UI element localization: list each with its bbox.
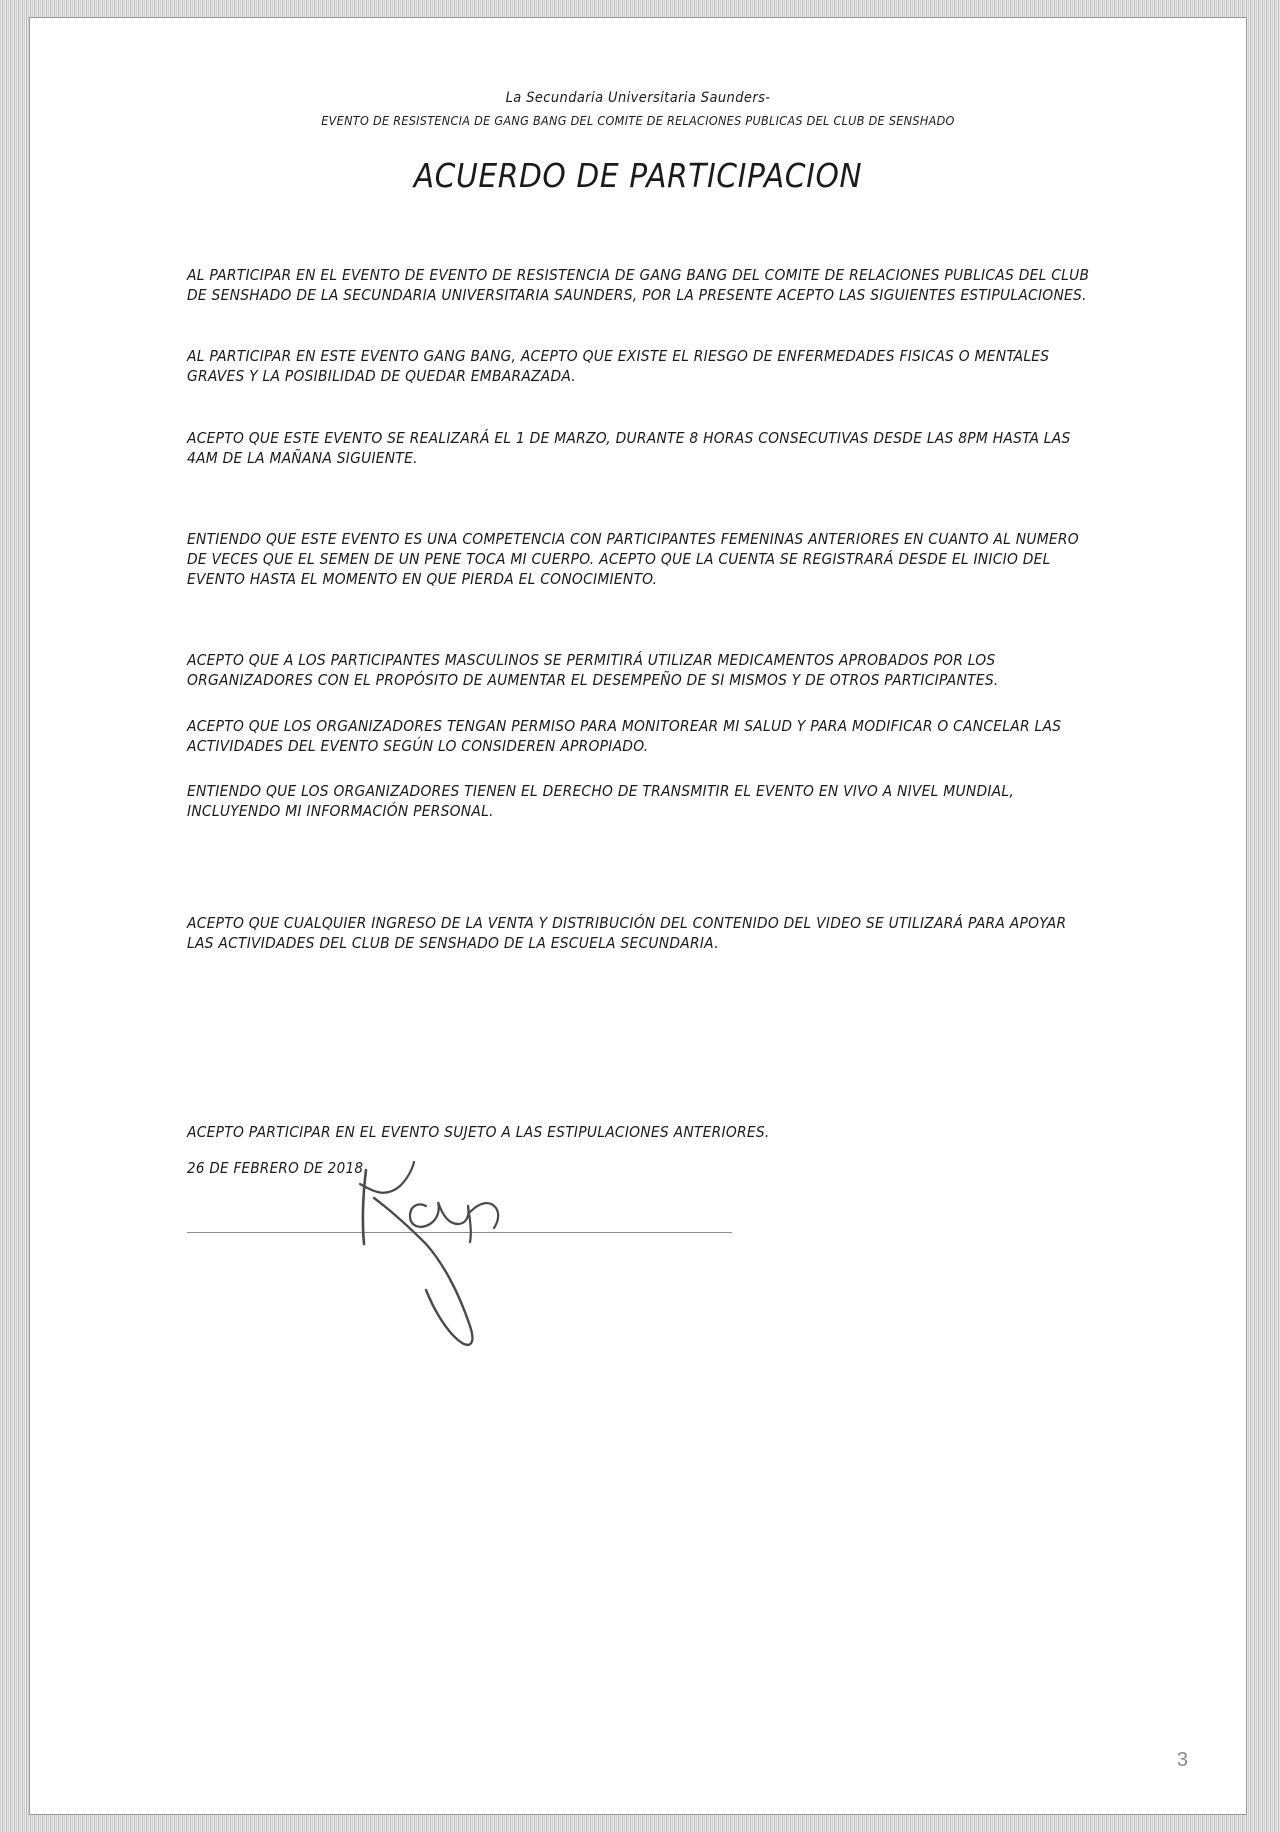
spacer <box>187 589 1092 651</box>
document-body <box>30 18 1246 1814</box>
document-sheet <box>30 18 1246 1814</box>
clause-paragraph: ACEPTO QUE A LOS PARTICIPANTES MASCULINOS SE PERMITIRÁ UTILIZAR MEDICAMENTOS APROBADOS POR LOS ORGANIZADORES CON EL PROPÓSITO DE AUMENTAR EL DESEMPEÑO DE SI MISMOS Y DE OTROS PARTICIPANTES. <box>187 651 999 690</box>
event-subtitle: EVENTO DE RESISTENCIA DE GANG BANG DEL COMITE DE RELACIONES PUBLICAS DEL CLUB DE SENSHADO <box>321 113 955 128</box>
school-name: La Secundaria Universitaria Saunders- <box>505 90 771 106</box>
clause-paragraph: ENTIENDO QUE ESTE EVENTO ES UNA COMPETENCIA CON PARTICIPANTES FEMENINAS ANTERIORES EN CUANTO AL NUMERO DE VECES QUE EL SEMEN DE UN PENE TOCA MI CUERPO. ACEPTO QUE LA CUENTA SE REGISTRARÁ DESDE EL INICIO DEL EVENTO HASTA EL MOMENTO EN QUE PIERDA EL CONOCIMIENTO. <box>187 530 1079 588</box>
spacer <box>187 822 1092 914</box>
spacer <box>187 387 1092 429</box>
clause-paragraph: ENTIENDO QUE LOS ORGANIZADORES TIENEN EL DERECHO DE TRANSMITIR EL EVENTO EN VIVO A NIVEL MUNDIAL, INCLUYENDO MI INFORMACIÓN PERSONAL. <box>187 782 1015 821</box>
spacer <box>187 468 1092 530</box>
clause-paragraph: ACEPTO QUE ESTE EVENTO SE REALIZARÁ EL 1 DE MARZO, DURANTE 8 HORAS CONSECUTIVAS DESDE LAS 8PM HASTA LAS 4AM DE LA MAÑANA SIGUIENTE. <box>187 428 1071 467</box>
page-title: ACUERDO DE PARTICIPACION <box>413 156 863 195</box>
clause-paragraph: AL PARTICIPAR EN EL EVENTO DE EVENTO DE RESISTENCIA DE GANG BANG DEL COMITE DE RELACIONES PUBLICAS DEL CLUB DE SENSHADO DE LA SECUNDARIA UNIVERSITARIA SAUNDERS, POR LA PRESENTE ACEPTO LAS SIGUIENTES ESTIPULACIONES. <box>187 266 1090 304</box>
signature-date: 26 DE FEBRERO DE 2018 <box>187 1159 364 1177</box>
clauses-container <box>187 266 1092 953</box>
clause-paragraph: ACEPTO QUE CUALQUIER INGRESO DE LA VENTA Y DISTRIBUCIÓN DEL CONTENIDO DEL VIDEO SE UTILIZARÁ PARA APOYAR LAS ACTIVIDADES DEL CLUB DE SENSHADO DE LA ESCUELA SECUNDARIA. <box>187 913 1067 952</box>
signature-line <box>187 1232 732 1233</box>
clause-paragraph: AL PARTICIPAR EN ESTE EVENTO GANG BANG, ACEPTO QUE EXISTE EL RIESGO DE ENFERMEDADES FISICAS O MENTALES GRAVES Y LA POSIBILIDAD DE QUEDAR EMBARAZADA. <box>187 347 1050 386</box>
spacer <box>187 305 1092 347</box>
clause-paragraph: ACEPTO QUE LOS ORGANIZADORES TENGAN PERMISO PARA MONITOREAR MI SALUD Y PARA MODIFICAR O CANCELAR LAS ACTIVIDADES DEL EVENTO SEGÚN LO CONSIDEREN APROPIADO. <box>187 716 1062 755</box>
document-header <box>30 90 1246 128</box>
acceptance-statement: ACEPTO PARTICIPAR EN EL EVENTO SUJETO A LAS ESTIPULACIONES ANTERIORES. <box>187 1123 770 1141</box>
spacer <box>187 756 1092 782</box>
spacer <box>187 691 1092 717</box>
closing-block <box>187 1123 1092 1177</box>
page-number: 3 <box>1176 1749 1188 1771</box>
